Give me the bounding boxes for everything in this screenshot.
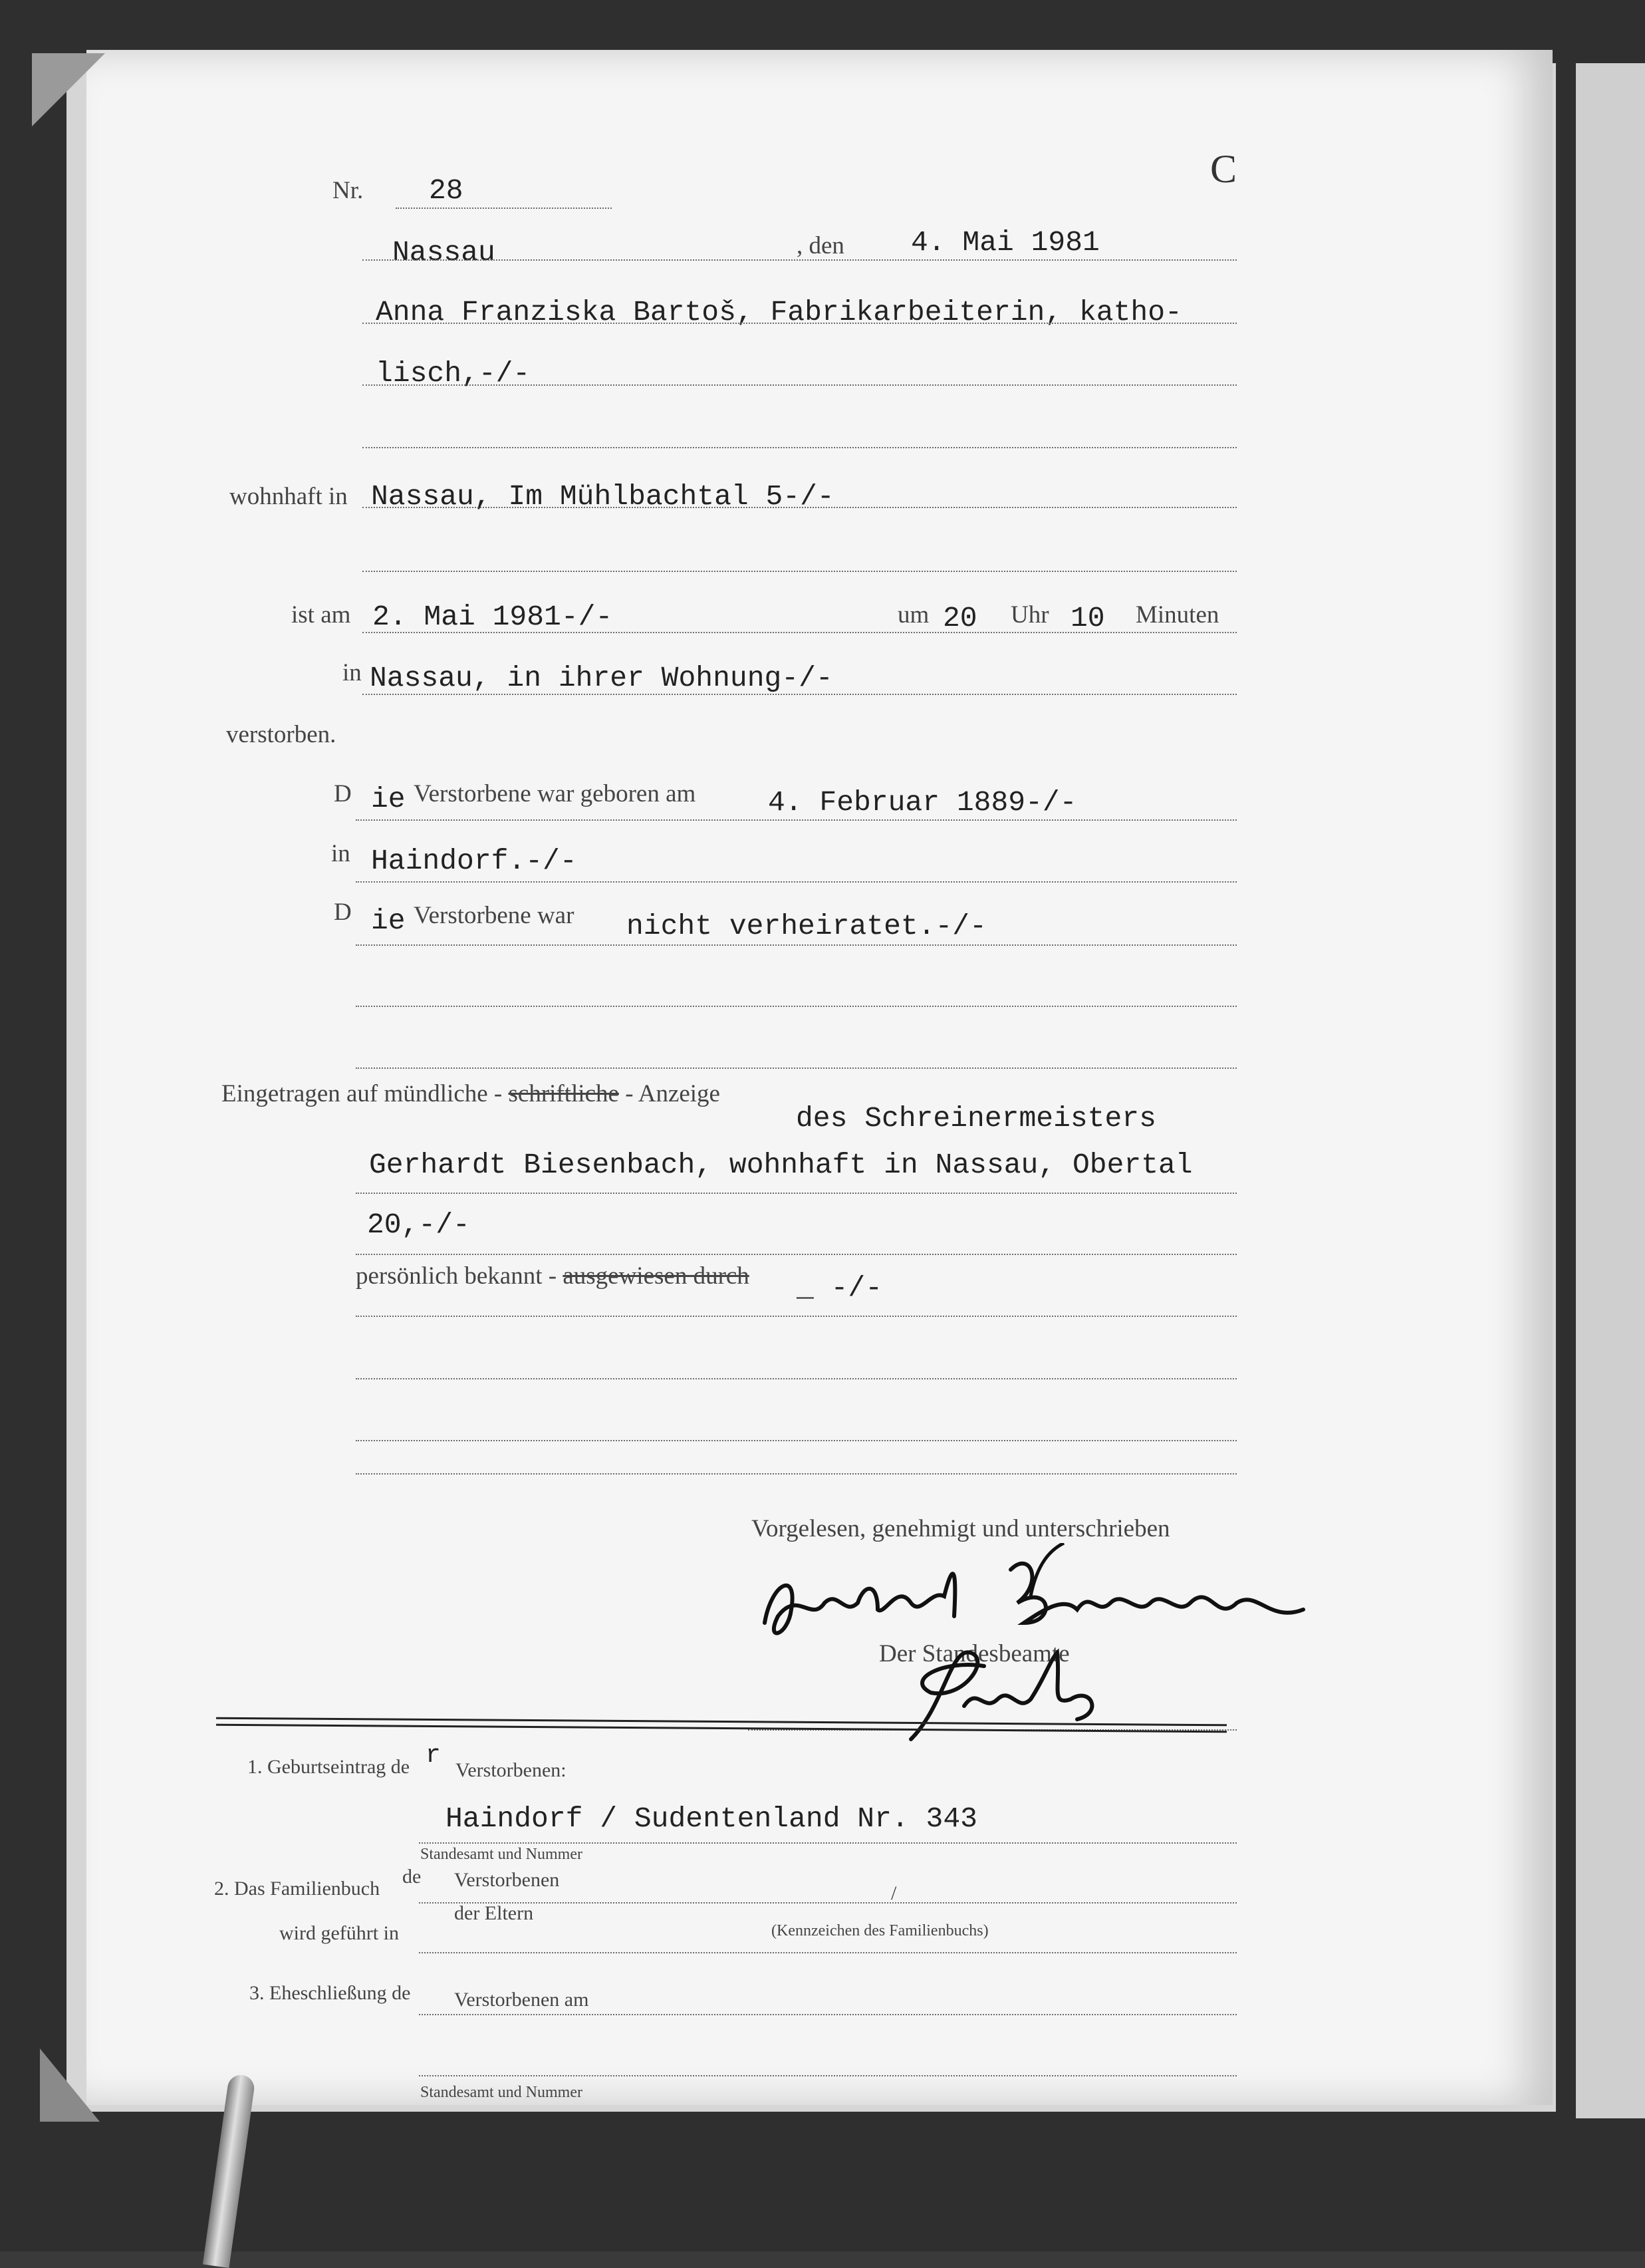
item2-label: 2. Das Familienbuch bbox=[214, 1878, 380, 1900]
den-label: , den bbox=[797, 232, 844, 259]
rule bbox=[396, 208, 612, 209]
rule bbox=[356, 1254, 1237, 1255]
rule bbox=[362, 571, 1237, 572]
rule bbox=[362, 507, 1237, 508]
page-letter: C bbox=[1210, 147, 1237, 191]
rule bbox=[419, 2075, 1237, 2076]
pronoun-ending: ie bbox=[371, 783, 406, 815]
rule bbox=[362, 384, 1237, 386]
rule bbox=[362, 694, 1237, 695]
rule bbox=[419, 2014, 1237, 2015]
corner-protector-bottom-left bbox=[40, 2049, 100, 2122]
known-label-struck: ausgewiesen durch bbox=[563, 1262, 749, 1290]
rule bbox=[356, 1473, 1237, 1475]
death-place-value: Nassau, in ihrer Wohnung-/- bbox=[370, 662, 833, 694]
registration-label-struck: schriftliche bbox=[508, 1080, 619, 1107]
item2-de: de bbox=[402, 1866, 422, 1888]
rule bbox=[362, 323, 1237, 324]
deceased-name-line2: lisch,-/- bbox=[376, 357, 531, 390]
standesamt-label-2: Standesamt und Nummer bbox=[420, 2084, 582, 2101]
death-hour: 20 bbox=[943, 602, 977, 635]
item2-slash: / bbox=[891, 1882, 897, 1904]
minuten-label: Minuten bbox=[1136, 601, 1219, 629]
register-page bbox=[86, 50, 1553, 2105]
residence-label: wohnhaft in bbox=[229, 483, 348, 510]
born-label: Verstorbene war geboren am bbox=[414, 780, 696, 807]
informant-line2: Gerhardt Biesenbach, wohnhaft in Nassau, Obertal bbox=[369, 1149, 1193, 1181]
item1-label: 1. Geburtseintrag de bbox=[247, 1756, 410, 1778]
registrar-label: Der Standesbeamte bbox=[879, 1640, 1070, 1667]
rule bbox=[356, 1193, 1237, 1194]
corner-protector-top-left bbox=[32, 53, 105, 126]
death-place-label: in bbox=[342, 659, 362, 686]
rule bbox=[419, 1952, 1237, 1953]
registration-label-b: - Anzeige bbox=[625, 1080, 720, 1107]
entry-number: 28 bbox=[429, 174, 463, 207]
rule bbox=[356, 944, 1237, 946]
item2-option-parents: der Eltern bbox=[454, 1902, 534, 1924]
read-approved-signed-label: Vorgelesen, genehmigt und unterschrieben bbox=[751, 1515, 1170, 1542]
item3-label-b: Verstorbenen am bbox=[454, 1989, 589, 2011]
d-label-2: D bbox=[334, 899, 352, 926]
item2-option-deceased: Verstorbenen bbox=[454, 1869, 560, 1891]
death-date-value: 2. Mai 1981-/- bbox=[372, 601, 613, 633]
registry-date: 4. Mai 1981 bbox=[911, 226, 1100, 259]
death-date-label: ist am bbox=[291, 601, 351, 629]
rule bbox=[362, 447, 1237, 448]
verstorben-label: verstorben. bbox=[226, 721, 336, 748]
rule bbox=[356, 1378, 1237, 1379]
known-value: _ -/- bbox=[797, 1272, 883, 1304]
uhr-label: Uhr bbox=[1011, 601, 1049, 629]
deceased-name-line1: Anna Franziska Bartoš, Fabrikarbeiterin, katho- bbox=[376, 296, 1182, 329]
pronoun-ending-2: ie bbox=[371, 905, 406, 937]
rule bbox=[362, 632, 1237, 633]
rule bbox=[356, 1067, 1237, 1069]
rule bbox=[356, 1440, 1237, 1441]
rule bbox=[419, 1842, 1237, 1844]
birth-place-label: in bbox=[331, 840, 350, 867]
marital-status: nicht verheiratet.-/- bbox=[626, 910, 987, 942]
status-label: Verstorbene war bbox=[414, 902, 574, 929]
standesamt-label: Standesamt und Nummer bbox=[420, 1846, 582, 1863]
known-label-a: persönlich bekannt - bbox=[356, 1262, 557, 1290]
rule bbox=[362, 259, 1237, 261]
death-minutes: 10 bbox=[1071, 602, 1105, 635]
registry-place: Nassau bbox=[392, 236, 495, 269]
known-label bbox=[356, 1262, 749, 1290]
birth-date: 4. Februar 1889-/- bbox=[768, 786, 1077, 819]
birth-register-entry: Haindorf / Sudentenland Nr. 343 bbox=[445, 1802, 977, 1835]
rule bbox=[356, 1316, 1237, 1317]
nr-label: Nr. bbox=[332, 177, 364, 204]
item2-label-b: wird geführt in bbox=[279, 1922, 399, 1944]
kennzeichen-label: (Kennzeichen des Familienbuchs) bbox=[771, 1922, 989, 1939]
informant-line1: des Schreinermeisters bbox=[796, 1102, 1156, 1135]
um-label: um bbox=[898, 601, 930, 629]
residence-value: Nassau, Im Mühlbachtal 5-/- bbox=[371, 480, 834, 513]
d-label: D bbox=[334, 780, 352, 807]
birth-place: Haindorf.-/- bbox=[371, 845, 577, 877]
registration-label bbox=[221, 1079, 720, 1108]
rule bbox=[356, 1006, 1237, 1007]
rule bbox=[419, 1902, 1237, 1904]
rule bbox=[356, 881, 1237, 883]
item1-label-b: Verstorbenen: bbox=[455, 1759, 567, 1781]
registration-label-a: Eingetragen auf mündliche - bbox=[221, 1080, 503, 1107]
rule bbox=[356, 819, 1237, 821]
facing-page-edge bbox=[1576, 63, 1645, 2118]
item1-ending: r bbox=[426, 1741, 441, 1770]
informant-line3: 20,-/- bbox=[367, 1208, 470, 1241]
item3-label: 3. Eheschließung de bbox=[249, 1982, 411, 2004]
